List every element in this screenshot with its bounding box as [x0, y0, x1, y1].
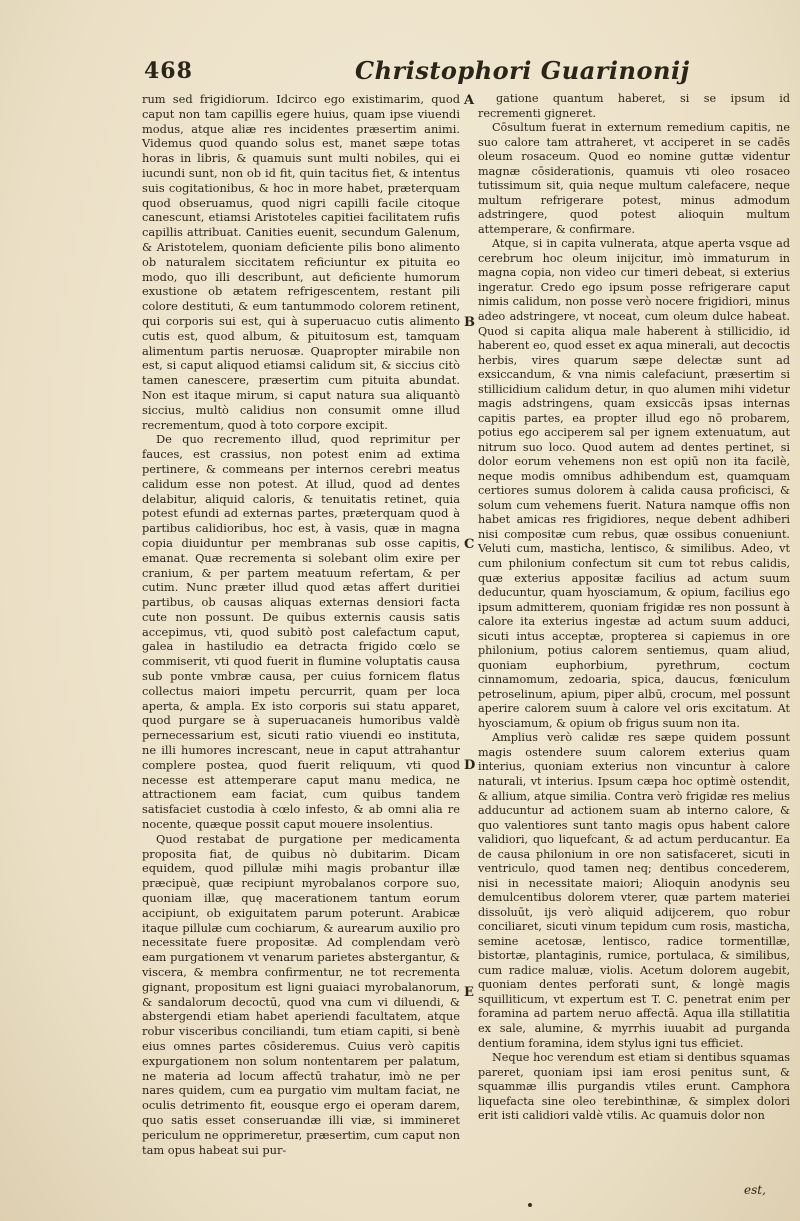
right-column	[478, 92, 790, 1124]
margin-letter-c: C	[464, 537, 475, 552]
ornament-dot	[528, 1203, 532, 1207]
left-paragraph-3: Quod restabat de purgatione per medicamenta proposita fiat, de quibus nò dubitarim. Dicam equidem, quod pillulæ mihi magis probantur illæ præcipuè, quæ recipiunt myrobalanos corpore suo, quoniam illæ, quę macerationem tantum eorum accipiunt, ob exiguitatem parum poterunt. Arabicæ itaque pillulæ cum cochiarum, & aurearum auxilio pro necessitate fuere propositæ. Ad complendam verò eam purgationem vt venarum parietes abstergantur, & viscera, & membra confirmentur, ne tot recrementa gignant, propositum est ligni guaiaci myrobalanorum, & sandalorum decoctū, quod vna cum vi diluendi, & abstergendi etiam habet aperiendi facultatem, atque robur visceribus conciliandi, tum etiam capiti, si benè eius omnes partes cōsideremus. Cuius verò capitis expurgationem non solum nontentarem per palatum, ne materia ad locum affectū trahatur, imò ne per nares quidem, cum ea purgatio vim multam faciat, ne oculis detrimento fit, eousque ergo ei operam darem, quo satis esset conseruandæ illi viæ, si immineret periculum ne opprimeretur, præsertim, cum caput non tam opus habeat sui pur-	[142, 831, 460, 1157]
catchword: est,	[744, 1183, 766, 1197]
margin-letter-a: A	[464, 93, 475, 108]
page-header	[130, 56, 770, 92]
right-paragraph-3: Atque, si in capita vulnerata, atque aperta vsque ad cerebrum hoc oleum inijcitur, imò immaturum in magna copia, non video cur timeri debeat, si exterius ingeratur. Credo ego ipsum posse refrigerare caput nimis calidum, non posse verò nocere frigidiori, minus adeo adstringere, vt noceat, cum oleum dulce habeat. Quod si capita aliqua male haberent à stillicidio, id haberent eo, quod esset ex aqua minerali, aut decoctis herbis, vires quarum sæpe delectæ sunt ad exsiccandum, & vna nimis calefaciunt, præsertim si stillicidium calidum detur, in quo alumen mihi videtur magis adstringens, quam exsiccās ipsas internas capitis partes, ea propter illud ego nō probarem, potius ego acciperem sal per ignem extenuatum, aut nitrum suo loco. Quod autem ad dentes pertinet, si dolor eorum vehemens non est opiū non ita facilè, neque modis omnibus adhibendum est, quamquam certiores sumus dolorem à calida causa proficisci, & solum cum vehemens fuerit. Natura namque offis non habet amicas res frigidiores, neque debent adhiberi nisi compositæ cum rebus, quæ ossibus conueniunt. Veluti cum, masticha, lentisco, & similibus. Adeo, vt cum philonium confectum sit cum tot rebus calidis, quæ exterius appositæ facilius ad actum suum deducuntur, quam hyosciamum, & opium, facilius ego ipsum admitterem, quoniam frigidæ res non possunt à calore ita exterius ingestæ ad actum suum adduci, sicuti intus acceptæ, propterea si capiemus in ore philonium, potius calorem sentiemus, quam aliud, quoniam euphorbium, pyrethrum, coctum cinnamomum, zedoaria, spica, daucus, fœniculum petroselinum, apium, piper albū, crocum, mel possunt aperire calorem suum à calore vel oris excitatum. At hyosciamum, & opium ob frigus suum non ita.	[478, 237, 790, 730]
right-paragraph-2: Cōsultum fuerat in externum remedium capitis, ne suo calore tam attraheret, vt acciperet in se cadēs oleum rosaceum. Quod eo nomine guttæ videntur magnæ cōsiderationis, quamuis vti oleo rosaceo tutissimum sit, quia neque multum calefacere, neque multum refrigerare potest, minus admodum adstringere, quod potest alioquin multum attemperare, & confirmare.	[478, 121, 790, 236]
left-column	[142, 92, 460, 1157]
right-paragraph-1: gatione quantum haberet, si se ipsum id recrementi gigneret.	[478, 92, 790, 120]
page-number: 468	[144, 58, 193, 84]
left-paragraph-1: rum sed frigidiorum. Idcirco ego existimarim, quod caput non tam capillis egere huius, quam ipse viuendi modus, atque aliæ res incidentes præsertim animi. Videmus quod quando solus est, manet sæpe totas horas in libris, & quamuis sunt multi nobiles, qui ei iucundi sunt, non ob id fit, quin tacitus fiet, & intentus suis cogitationibus, & hoc in more habet, præterquam quod obseruamus, quod nigri capilli facile citoque canescunt, etiamsi Aristoteles capitiei facilitatem rufis capillis attribuat. Canities euenit, secundum Galenum, & Aristotelem, quoniam deficiente pilis bono alimento ob naturalem siccitatem reficiuntur ex pituita eo modo, quo illi describunt, aut deficiente humorum exustione ob ætatem refrigescentem, restant pili colore destituti, & eum tantummodo colorem retinent, qui corporis sui est, qui à superuacuo cutis alimento cutis est, quod album, & pituitosum est, tamquam alimentum partis neruosæ. Quapropter mirabile non est, si caput aliquod etiamsi calidum sit, & siccius citò tamen canescere, præsertim cum pituita abundat. Non est itaque mirum, si caput natura sua aliquantò siccius, multò calidius non consumit omne illud recrementum, quod à toto corpore excipit.	[142, 92, 460, 432]
right-paragraph-4: Amplius verò calidæ res sæpe quidem possunt magis ostendere suum calorem exterius quam interius, quoniam exterius non vincuntur à calore naturali, vt interius. Ipsum cæpa hoc optimè ostendit, & allium, atque similia. Contra verò frigidæ res melius adducuntur ad actionem suam ab interno calore, & quo valentiores sunt tanto magis opus habent calore validiori, quo liquefcant, & ad actum perducantur. Ea de causa philonium in ore non satisfaceret, sicuti in ventriculo, quod tamen neq; dentibus concederem, nisi in necessitate maiori; Alioquin anodynis seu demulcentibus dolorem vterer, quæ partem materiei dissoluūt, ijs verò aliquid adijcerem, quo robur conciliaret, sicuti vinum tepidum cum rosis, masticha, semine acetosæ, lentisco, radice tormentillæ, bistortæ, plantaginis, rumice, portulaca, & similibus, cum radice maluæ, violis. Acetum dolorem augebit, quoniam dentes perforati sunt, & longè magis squilliticum, vt expertum est T. C. penetrat enim per foramina ad partem neruo affectā. Aqua illa stillatitia ex sale, alumine, & myrrhis iuuabit ad purganda dentium foramina, idem stylus igni tus efficiet.	[478, 731, 790, 1050]
running-head: Christophori Guarinonij	[355, 56, 690, 85]
left-paragraph-2: De quo recremento illud, quod reprimitur per fauces, est crassius, non potest enim ad extima pertinere, & commeans per internos cerebri meatus calidum esse non potest. At illud, quod ad dentes delabitur, aliquid caloris, & tenuitatis retinet, quia potest efundi ad externas partes, præterquam quod à partibus calidioribus, hoc est, à vasis, quæ in magna copia diuiduntur per membranas sub osse capitis, emanat. Quæ recrementa si solebant olim exire per cranium, & per partem meatuum refertam, & per cutim. Nunc præter illud quod ætas affert duritiei partibus, ob causas aliquas externas densiori facta cute non possunt. De quibus externis causis satis accepimus, vti, quod subitò post calefactum caput, galea in hastiludio ea detracta frigido cœlo se commiserit, vti quod fuerit in flumine voluptatis causa sub ponte vmbræ causa, per cuius fornicem flatus collectus maiori impetu percurrit, quam per loca aperta, & ampla. Ex isto corporis sui statu apparet, quod purgare se à superuacaneis humoribus valdè pernecessarium est, sicuti ratio viuendi eo instituta, ne illi humores increscant, neue in caput attrahantur complere postea, quod fuerit reliquum, vti quod necesse est attemperare caput manu medica, ne attractionem eam faciat, cum quibus tandem satisfaciet custodia à cœlo infesto, & ab omni alia re nocente, quæque possit caput mouere insolentius.	[142, 432, 460, 832]
margin-letter-b: B	[464, 315, 475, 330]
margin-letter-e: E	[464, 985, 474, 1000]
right-paragraph-5: Neque hoc verendum est etiam si dentibus squamas pareret, quoniam ipsi iam erosi penitus sunt, & squammæ illis purgandis vtiles erunt. Camphora liquefacta sine oleo terebinthinæ, & simplex dolori erit isti calidiori valdè vtilis. Ac quamuis dolor non	[478, 1051, 790, 1123]
margin-letter-d: D	[464, 758, 476, 773]
